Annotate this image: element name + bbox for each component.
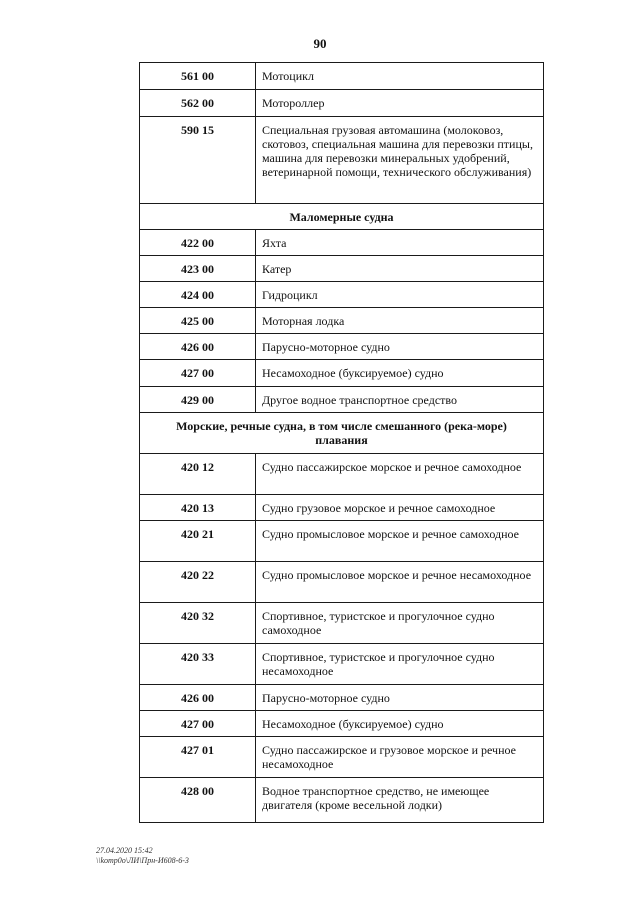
description-cell: Катер: [256, 256, 544, 282]
description-cell: Судно грузовое морское и речное самоходное: [256, 495, 544, 521]
description-cell: Моторная лодка: [256, 308, 544, 334]
table-row: [140, 387, 544, 413]
code-cell: 420 12: [140, 454, 256, 495]
code-cell: 427 00: [140, 360, 256, 387]
table-row: [140, 644, 544, 685]
footer-file-path: \\komp0o\ЛИ\Прн-И608-6-3: [96, 856, 189, 865]
table-row: [140, 256, 544, 282]
table-row: [140, 334, 544, 360]
code-cell: 424 00: [140, 282, 256, 308]
table-row: [140, 737, 544, 778]
code-cell: 427 01: [140, 737, 256, 778]
section-header-row: [140, 413, 544, 454]
table-row: [140, 778, 544, 823]
description-cell: Спортивное, туристское и прогулочное судно несамоходное: [256, 644, 544, 685]
code-cell: 422 00: [140, 230, 256, 256]
description-cell: Яхта: [256, 230, 544, 256]
description-cell: Мотоцикл: [256, 63, 544, 90]
table-row: [140, 282, 544, 308]
table-row: [140, 495, 544, 521]
code-cell: 420 33: [140, 644, 256, 685]
table-row: [140, 562, 544, 603]
vehicle-codes-table: [139, 62, 544, 823]
description-cell: Парусно-моторное судно: [256, 685, 544, 711]
description-cell: Судно промысловое морское и речное несамоходное: [256, 562, 544, 603]
code-cell: 562 00: [140, 90, 256, 117]
table-row: [140, 90, 544, 117]
table-row: [140, 603, 544, 644]
section-title: Маломерные судна: [140, 204, 544, 230]
description-cell: Судно промысловое морское и речное самоходное: [256, 521, 544, 562]
code-cell: 590 15: [140, 117, 256, 204]
description-cell: Гидроцикл: [256, 282, 544, 308]
table-row: [140, 711, 544, 737]
code-cell: 428 00: [140, 778, 256, 823]
footer-timestamp: 27.04.2020 15:42: [96, 846, 153, 855]
description-cell: Несамоходное (буксируемое) судно: [256, 360, 544, 387]
description-cell: Спортивное, туристское и прогулочное судно самоходное: [256, 603, 544, 644]
description-cell: Парусно-моторное судно: [256, 334, 544, 360]
code-cell: 425 00: [140, 308, 256, 334]
code-cell: 427 00: [140, 711, 256, 737]
code-cell: 420 21: [140, 521, 256, 562]
description-cell: Мотороллер: [256, 90, 544, 117]
description-cell: Водное транспортное средство, не имеющее двигателя (кроме весельной лодки): [256, 778, 544, 823]
table-row: [140, 521, 544, 562]
code-cell: 420 32: [140, 603, 256, 644]
table-row: [140, 360, 544, 387]
document-footer: [96, 846, 189, 866]
description-cell: Специальная грузовая автомашина (молоковоз, скотовоз, специальная машина для перевозки птицы, машина для перевозки минеральных удобрений, ветеринарной помощи, технического обслуживания): [256, 117, 544, 204]
section-header-row: [140, 204, 544, 230]
code-cell: 423 00: [140, 256, 256, 282]
table-row: [140, 63, 544, 90]
code-cell: 429 00: [140, 387, 256, 413]
table-row: [140, 685, 544, 711]
description-cell: Несамоходное (буксируемое) судно: [256, 711, 544, 737]
code-cell: 426 00: [140, 334, 256, 360]
table-body: [140, 63, 544, 823]
table-row: [140, 230, 544, 256]
code-cell: 420 13: [140, 495, 256, 521]
table-row: [140, 308, 544, 334]
page-number: 90: [313, 36, 327, 51]
description-cell: Судно пассажирское и грузовое морское и речное несамоходное: [256, 737, 544, 778]
section-title: Морские, речные судна, в том числе смешанного (река-море) плавания: [140, 413, 544, 454]
table-row: [140, 454, 544, 495]
table-row: [140, 117, 544, 204]
description-cell: Судно пассажирское морское и речное самоходное: [256, 454, 544, 495]
code-cell: 561 00: [140, 63, 256, 90]
description-cell: Другое водное транспортное средство: [256, 387, 544, 413]
code-cell: 426 00: [140, 685, 256, 711]
code-cell: 420 22: [140, 562, 256, 603]
